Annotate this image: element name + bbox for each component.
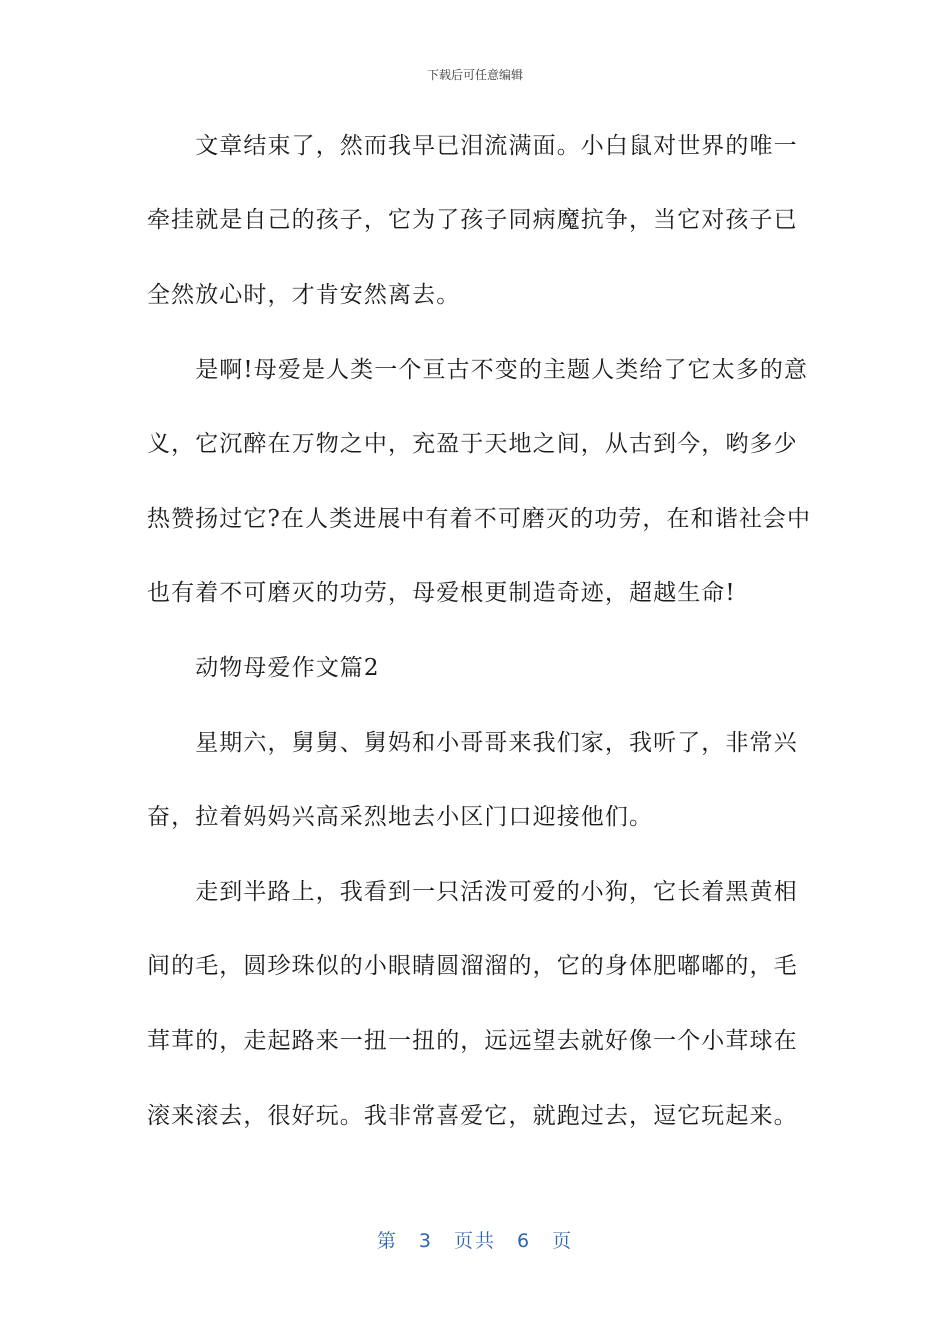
text-line: 走到半路上，我看到一只活泼可爱的小狗，它长着黑黄相 (147, 879, 798, 905)
text-line: 奋，拉着妈妈兴高采烈地去小区门口迎接他们。 (147, 804, 654, 830)
text-line: 也有着不可磨灭的功劳，母爱根更制造奇迹，超越生命! (147, 580, 736, 606)
text-line: 全然放心时，才肯安然离去。 (147, 282, 461, 308)
text-line: 牵挂就是自己的孩子，它为了孩子同病魔抗争，当它对孩子已 (147, 207, 798, 233)
text-line: 热赞扬过它?在人类进展中有着不可磨灭的功劳，在和谐社会中 (147, 506, 812, 532)
text-line: 间的毛，圆珍珠似的小眼睛圆溜溜的，它的身体肥嘟嘟的，毛 (147, 953, 798, 979)
section-heading: 动物母爱作文篇2 (147, 655, 380, 681)
text-line: 文章结束了，然而我早已泪流满面。小白鼠对世界的唯一 (147, 133, 798, 159)
text-line: 滚来滚去，很好玩。我非常喜爱它，就跑过去，逗它玩起来。 (147, 1103, 798, 1129)
header-note: 下载后可任意编辑 (426, 68, 523, 82)
page-number-footer (0, 1226, 950, 1253)
text-line: 茸茸的，走起路来一扭一扭的，远远望去就好像一个小茸球在 (147, 1028, 798, 1054)
text-line: 义，它沉醉在万物之中，充盈于天地之间，从古到今，哟多少 (147, 431, 798, 457)
page-number-text: 第 3 页共 6 页 (376, 1230, 574, 1252)
text-line: 是啊!母爱是人类一个亘古不变的主题人类给了它太多的意 (147, 357, 809, 383)
text-line: 星期六，舅舅、舅妈和小哥哥来我们家，我听了，非常兴 (147, 730, 798, 756)
